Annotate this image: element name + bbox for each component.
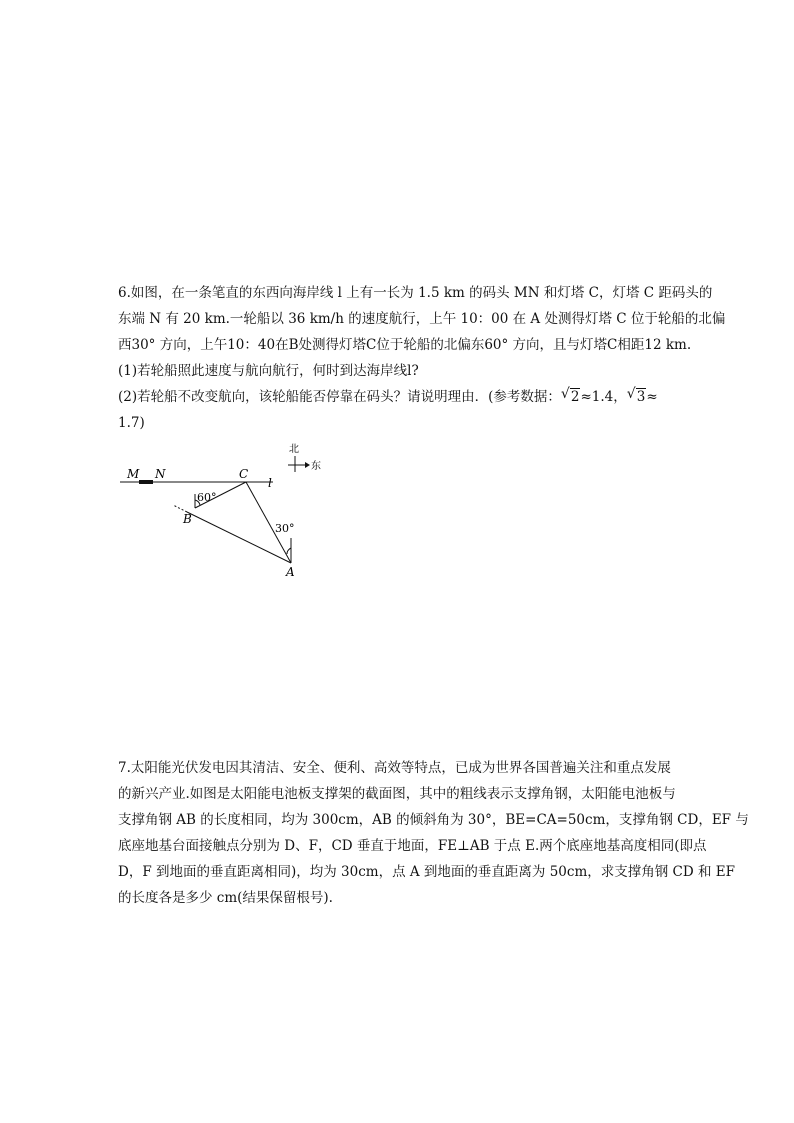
label-m: M xyxy=(127,467,140,481)
question-6 xyxy=(118,280,726,436)
label-b: B xyxy=(183,512,192,526)
q6-line-1: 6.如图，在一条笔直的东西向海岸线 l 上有一长为 1.5 km 的码头 MN 和灯塔 C，灯塔 C 距码头的 xyxy=(118,285,713,301)
label-c: C xyxy=(239,467,249,481)
approx-2: ≈ xyxy=(646,389,658,405)
q6-part-2-text: (2)若轮船不改变航向，该轮船能否停靠在码头？请说明理由．(参考数据： xyxy=(118,389,561,405)
question-7 xyxy=(118,755,749,911)
compass-east-label: 东 xyxy=(311,461,321,472)
approx-1: ≈1.4， xyxy=(580,389,627,405)
q6-line-3: 西30° 方向，上午10：40在B处测得灯塔C位于轮船的北偏东60° 方向，且与灯塔C相距12 km. xyxy=(118,337,692,353)
q7-line-2: 的新兴产业.如图是太阳能电池板支撑架的截面图，其中的粗线表示支撑角钢，太阳能电池板与 xyxy=(118,786,676,802)
q6-line-2: 东端 N 有 20 km.一轮船以 36 km/h 的速度航行，上午 10：00 在 A 处测得灯塔 C 位于轮船的北偏 xyxy=(118,311,726,327)
angle-b-label: 60° xyxy=(197,491,217,504)
compass-north-label: 北 xyxy=(289,444,299,455)
q6-line-last: 1.7) xyxy=(118,415,145,431)
angle-arc-a xyxy=(287,548,291,554)
label-n: N xyxy=(155,467,166,481)
q7-line-1: 7.太阳能光伏发电因其清洁、安全、便利、高效等特点，已成为世界各国普遍关注和重点发展 xyxy=(118,760,671,776)
q7-line-4: 底座地基台面接触点分别为 D、F，CD 垂直于地面，FE⊥AB 于点 E.两个底座地基高度相同(即点 xyxy=(118,838,707,854)
dashed-extension xyxy=(173,505,187,512)
label-a: A xyxy=(286,565,295,579)
sqrt-3: √ 3 xyxy=(626,386,646,405)
q6-part-2 xyxy=(118,384,698,410)
q7-line-5: D，F 到地面的垂直距离相同)，均为 30cm，点 A 到地面的垂直距离为 50cm，求支撑角钢 CD 和 EF xyxy=(118,864,735,880)
q6-part-1: (1)若轮船照此速度与航向航行，何时到达海岸线l? xyxy=(118,363,419,379)
segment-ab xyxy=(187,512,291,563)
label-l: l xyxy=(268,476,272,490)
sqrt-2: √ 2 xyxy=(560,386,580,405)
q7-line-3: 支撑角钢 AB 的长度相同，均为 300cm，AB 的倾斜角为 30°，BE=CA=50cm，支撑角钢 CD，EF 与 xyxy=(118,812,749,828)
q7-line-6: 的长度各是多少 cm(结果保留根号). xyxy=(118,890,333,906)
compass-east-arrow xyxy=(305,462,310,468)
q6-figure xyxy=(115,440,335,580)
angle-a-label: 30° xyxy=(275,522,295,535)
